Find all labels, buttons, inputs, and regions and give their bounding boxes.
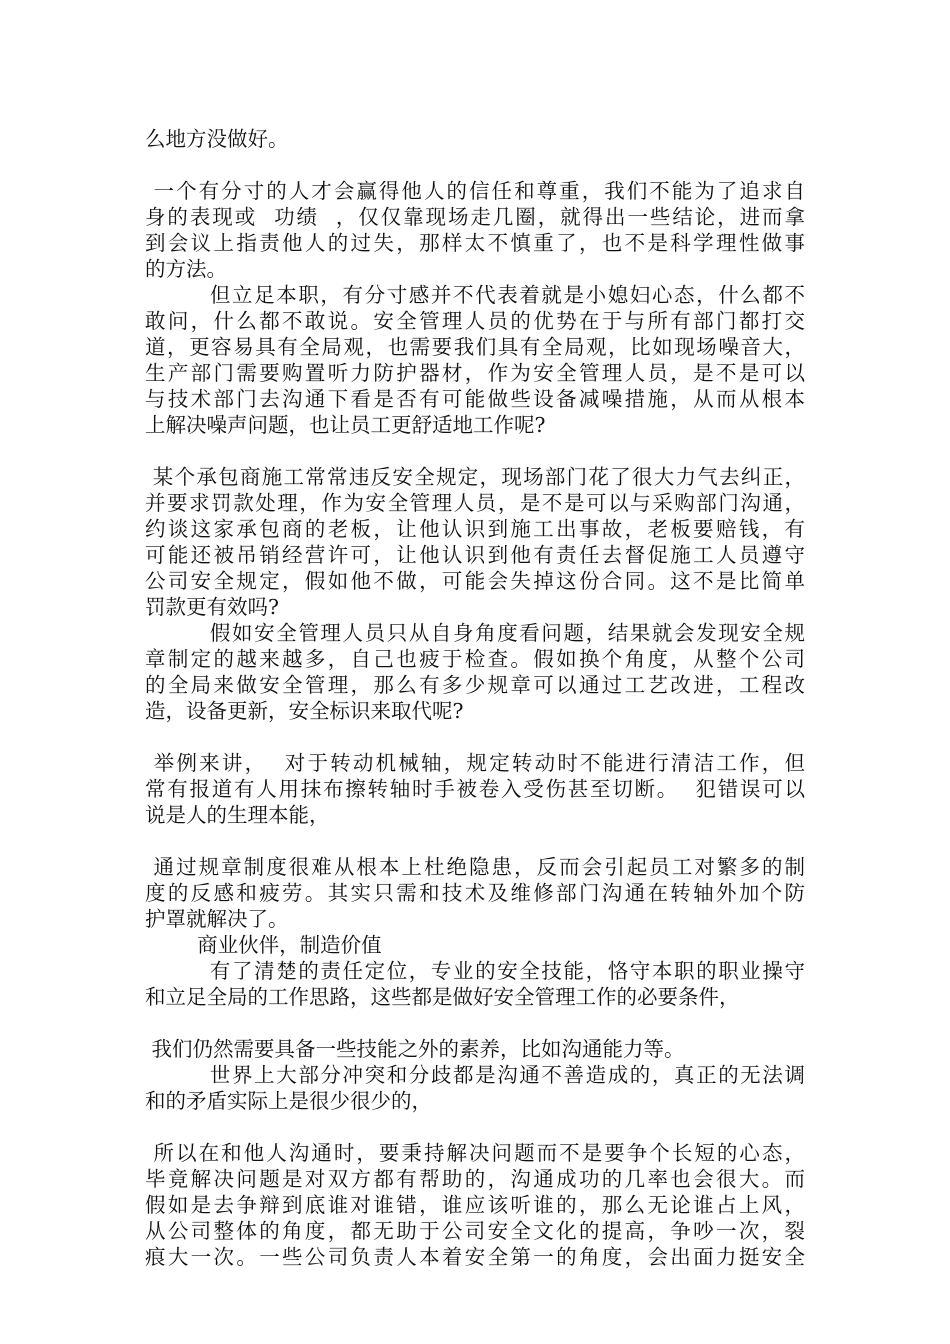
text-line: 护罩就解决了。: [145, 907, 289, 931]
text-line: 生产部门需要购置听力防护器材，作为安全管理人员，是不是可以: [145, 361, 805, 385]
text-line: 毕竟解决问题是对双方都有帮助的，沟通成功的几率也会很大。而: [145, 1167, 805, 1191]
text-line: 的方法。: [145, 257, 227, 281]
text-line: 罚款更有效吗?: [145, 595, 279, 619]
text-line: 度的反感和疲劳。其实只需和技术及维修部门沟通在转轴外加个防: [145, 881, 805, 905]
text-line: 敢问，什么都不敢说。安全管理人员的优势在于与所有部门都打交: [145, 309, 805, 333]
text-line: 通过规章制度很难从根本上杜绝隐患，反而会引起员工对繁多的制: [145, 855, 805, 879]
text-line: 道，更容易具有全局观，也需要我们具有全局观，比如现场噪音大，: [145, 335, 805, 359]
text-line: 和的矛盾实际上是很少很少的，: [145, 1089, 432, 1113]
text-line: 和立足全局的工作思路，这些都是做好安全管理工作的必要条件，: [145, 985, 740, 1009]
text-line: 说是人的生理本能，: [145, 803, 330, 827]
text-line: 章制定的越来越多，自己也疲于检查。假如换个角度，从整个公司: [145, 647, 805, 671]
text-line: 与技术部门去沟通下看是否有可能做些设备减噪措施，从而从根本: [145, 387, 805, 411]
text-line: 身的表现或 功绩 ，仅仅靠现场走几圈，就得出一些结论，进而拿: [145, 205, 805, 229]
text-line: 上解决噪声问题，也让员工更舒适地工作呢?: [145, 413, 546, 437]
text-line: 可能还被吊销经营许可，让他认识到他有责任去督促施工人员遵守: [145, 543, 805, 567]
text-line: 造，设备更新，安全标识来取代呢?: [145, 699, 464, 723]
text-line: 有了清楚的责任定位，专业的安全技能，恪守本职的职业操守: [145, 959, 805, 983]
text-line: 假如是去争辩到底谁对谁错，谁应该听谁的，那么无论谁占上风，: [145, 1193, 805, 1217]
text-line: 举例来讲， 对于转动机械轴，规定转动时不能进行清洁工作，但: [145, 751, 805, 775]
text-line: 但立足本职，有分寸感并不代表着就是小媳妇心态，什么都不: [145, 283, 805, 307]
text-line: 并要求罚款处理，作为安全管理人员，是不是可以与采购部门沟通，: [145, 491, 805, 515]
text-line: 从公司整体的角度，都无助于公司安全文化的提高，争吵一次，裂: [145, 1219, 805, 1243]
text-line: 到会议上指责他人的过失，那样太不慎重了，也不是科学理性做事: [145, 231, 805, 255]
text-line: 的全局来做安全管理，那么有多少规章可以通过工艺改进，工程改: [145, 673, 805, 697]
text-line: 约谈这家承包商的老板，让他认识到施工出事故，老板要赔钱，有: [145, 517, 805, 541]
text-line: 公司安全规定，假如他不做，可能会失掉这份合同。这不是比简单: [145, 569, 805, 593]
text-line: 某个承包商施工常常违反安全规定，现场部门花了很大力气去纠正，: [145, 465, 805, 489]
text-line: 么地方没做好。: [145, 127, 289, 151]
text-line: 一个有分寸的人才会赢得他人的信任和尊重，我们不能为了追求自: [145, 179, 805, 203]
text-line: 常有报道有人用抹布擦转轴时手被卷入受伤甚至切断。 犯错误可以: [145, 777, 805, 801]
text-line: 痕大一次。一些公司负责人本着安全第一的角度，会出面力挺安全: [145, 1245, 805, 1269]
text-line: 假如安全管理人员只从自身角度看问题，结果就会发现安全规: [145, 621, 805, 645]
text-line: 商业伙伴，制造价值: [145, 933, 382, 957]
text-line: 世界上大部分冲突和分歧都是沟通不善造成的，真正的无法调: [145, 1063, 805, 1087]
text-line: 我们仍然需要具备一些技能之外的素养，比如沟通能力等。: [145, 1037, 685, 1061]
text-line: 所以在和他人沟通时，要秉持解决问题而不是要争个长短的心态，: [145, 1141, 805, 1165]
